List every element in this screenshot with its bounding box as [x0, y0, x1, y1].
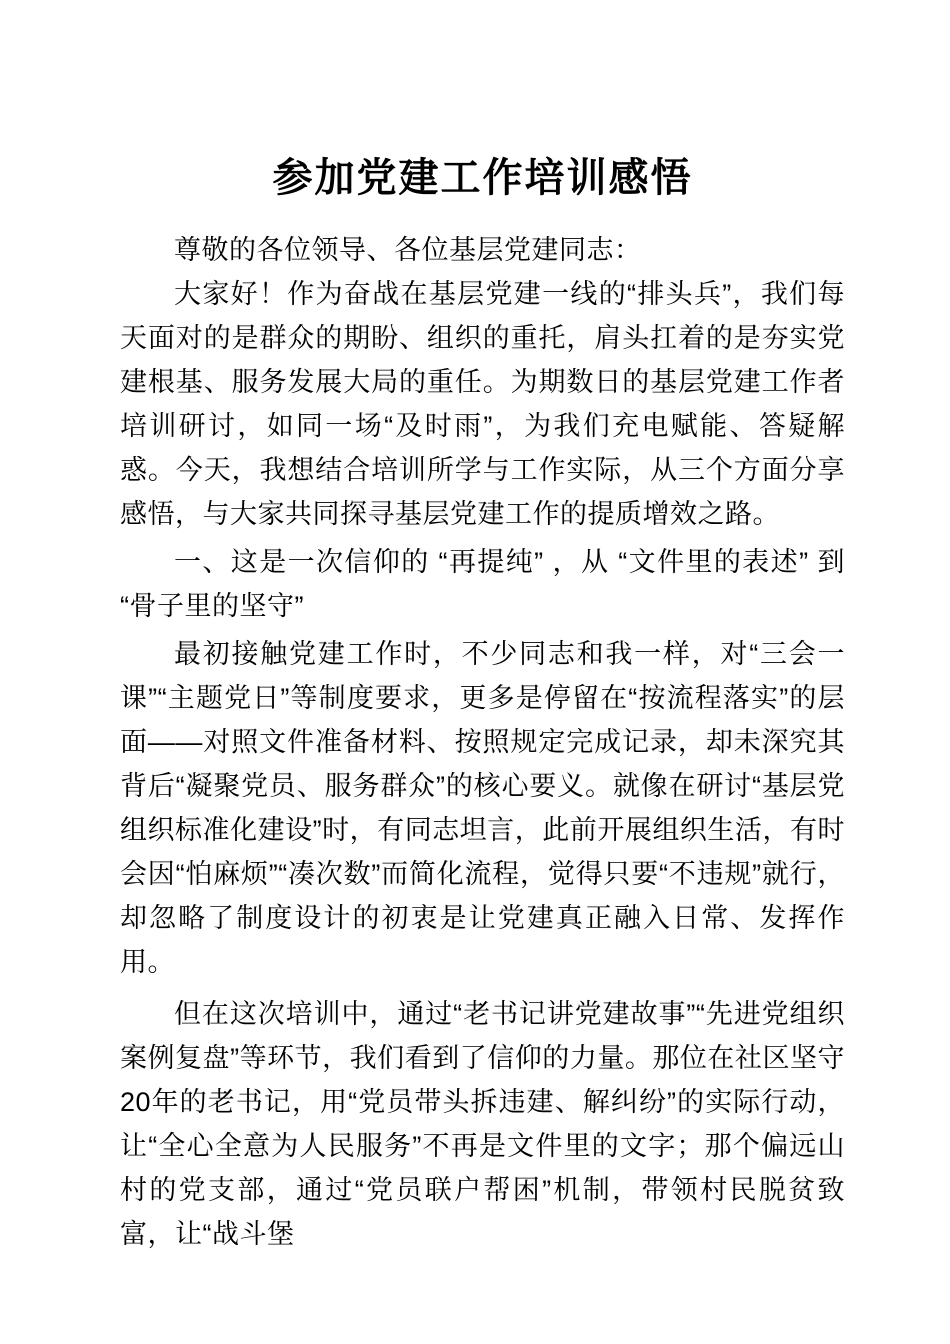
paragraph-body-1: 最初接触党建工作时，不少同志和我一样，对“三会一课”“主题党日”等制度要求，更多是停留在“按流程落实”的层面——对照文件准备材料、按照规定完成记录，却未深究其背后“凝聚党员、服务群众”的核心要义。就像在研讨“基层党组织标准化建设”时，有同志坦言，此前开展组织生活，有时会因“怕麻烦”“凑次数”而简化流程，觉得只要“不违规”就行，却忽略了制度设计的初衷是让党建真正融入日常、发挥作用。: [120, 639, 845, 977]
paragraph-intro: 大家好！作为奋战在基层党建一线的“排头兵”，我们每天面对的是群众的期盼、组织的重托，肩头扛着的是夯实党建根基、服务发展大局的重任。为期数日的基层党建工作者培训研讨，如同一场“及时雨”，为我们充电赋能、答疑解惑。今天，我想结合培训所学与工作实际，从三个方面分享感悟，与大家共同探寻基层党建工作的提质增效之路。: [120, 279, 845, 529]
document-title: 参加党建工作培训感悟: [272, 155, 693, 200]
paragraph-salutation: 尊敬的各位领导、各位基层党建同志：: [174, 235, 642, 265]
section-heading-1: 一、这是一次信仰的 “再提纯” ，从 “文件里的表述” 到 “骨子里的坚守”: [120, 547, 845, 621]
paragraph-body-2: 但在这次培训中，通过“老书记讲党建故事”“先进党组织案例复盘”等环节，我们看到了信仰的力量。那位在社区坚守20年的老书记，用“党员带头拆违建、解纠纷”的实际行动，让“全心全意为人民服务”不再是文件里的文字；那个偏远山村的党支部，通过“党员联户帮困”机制，带领村民脱贫致富，让“战斗堡: [120, 999, 845, 1249]
